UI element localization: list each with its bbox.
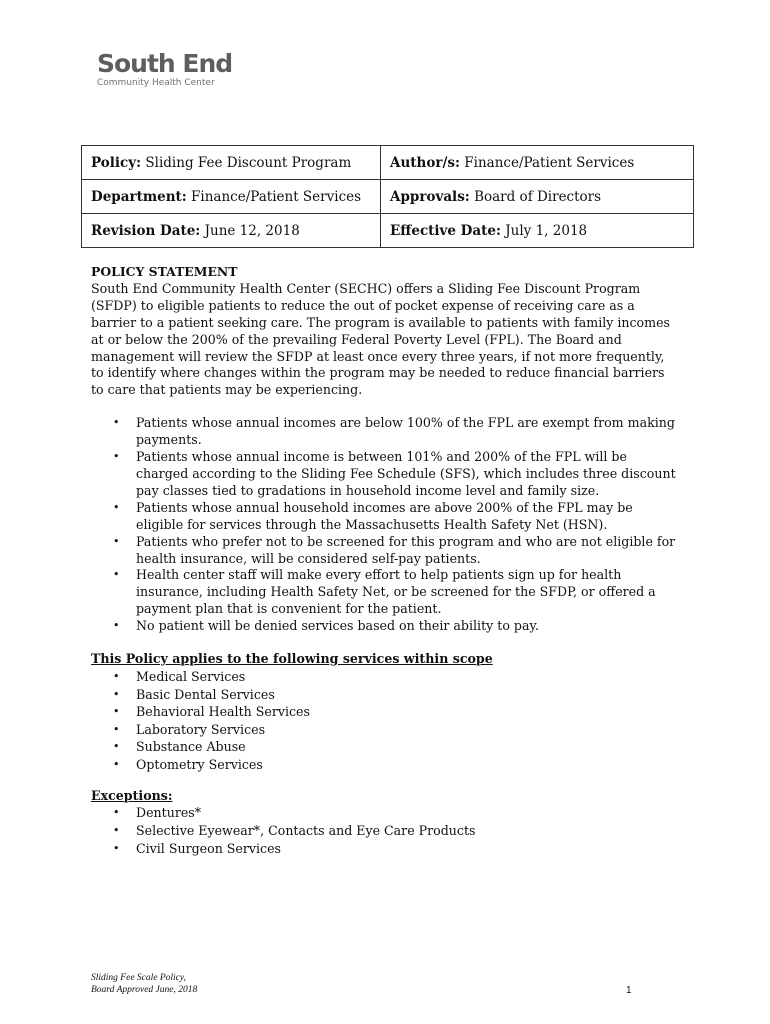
list-item-text: Patients whose annual income is between 101% and 200% of the FPL will be charged according to the Sliding Fee Schedule (SFS), which includes three discount pay classes tied to gradations in household income level and family size.: [136, 449, 676, 498]
list-item-text: Selective Eyewear*, Contacts and Eye Care Products: [136, 823, 476, 838]
policy-body: [91, 264, 681, 857]
metadata-row: [82, 180, 694, 214]
list-item-text: Behavioral Health Services: [136, 704, 310, 720]
approvals-label: Approvals:: [390, 188, 470, 205]
policy-metadata-table: [81, 145, 694, 248]
effective-date-cell: [381, 214, 694, 248]
bullet-icon: •: [113, 534, 120, 548]
list-item-text: Civil Surgeon Services: [136, 840, 282, 856]
scope-heading: This Policy applies to the following services within scope: [91, 651, 493, 667]
department-label: Department:: [91, 188, 187, 205]
bullet-icon: •: [113, 806, 120, 820]
list-item-text: Laboratory Services: [136, 721, 266, 737]
approvals-cell: [381, 180, 694, 214]
list-item: [91, 703, 681, 721]
list-item: [91, 686, 681, 704]
list-item-text: Optometry Services: [136, 756, 263, 772]
bullet-icon: •: [113, 619, 120, 633]
bullet-icon: •: [113, 416, 120, 430]
bullet-icon: •: [113, 740, 120, 754]
bullet-icon: •: [113, 500, 120, 514]
policy-cell: [82, 146, 381, 180]
list-item-text: Basic Dental Services: [136, 686, 275, 702]
logo-subtitle: Community Health Center: [97, 78, 215, 88]
list-item: [91, 738, 681, 756]
bullet-icon: •: [113, 568, 120, 582]
revision-date-label: Revision Date:: [91, 222, 201, 239]
list-item: [91, 500, 681, 534]
exceptions-heading: Exceptions:: [91, 787, 173, 803]
list-item: [91, 415, 681, 449]
bullet-icon: •: [113, 841, 120, 855]
list-item-text: Health center staff will make every effort to help patients sign up for health insurance, including Health Safety Net, or be screened for the SFDP, or offered a payment plan that is convenient for the patient.: [136, 567, 656, 617]
list-item: [91, 449, 681, 500]
list-item: [91, 567, 681, 618]
list-item: [91, 822, 681, 840]
policy-statement-text: South End Community Health Center (SECHC) offers a Sliding Fee Discount Program (SFDP) to eligible patients to reduce the out of pocket expense of receiving care as a barrier to a patient seeking care. The program is available to patients with family incomes at or below the 200% of the prevailing Federal Poverty Level (FPL). The Board and management will review the SFDP at least once every three years, if not more frequently, to identify where changes within the program may be needed to reduce financial barriers to care that patients may be experiencing.: [91, 280, 670, 398]
list-item: [91, 534, 681, 568]
list-item-text: Substance Abuse: [136, 739, 246, 755]
exceptions-list: [91, 804, 681, 857]
list-item: [91, 756, 681, 774]
author-cell: [381, 146, 694, 180]
approvals-value: Board of Directors: [474, 188, 602, 205]
page-footer: [91, 972, 197, 996]
policy-bullet-list: [91, 415, 681, 635]
bullet-icon: •: [113, 757, 120, 771]
revision-date-value: June 12, 2018: [204, 222, 300, 239]
department-value: Finance/Patient Services: [191, 188, 362, 205]
list-item-text: Patients whose annual incomes are below 100% of the FPL are exempt from making payments.: [136, 415, 675, 448]
effective-date-label: Effective Date:: [390, 222, 501, 239]
page-number: 1: [626, 985, 632, 996]
list-item: [91, 840, 681, 858]
author-label: Author/s:: [390, 154, 460, 171]
effective-date-value: July 1, 2018: [505, 222, 588, 239]
list-item-text: Patients who prefer not to be screened for this program and who are not eligible for health insurance, will be considered self-pay patients.: [136, 533, 676, 566]
bullet-icon: •: [113, 450, 120, 464]
department-cell: [82, 180, 381, 214]
list-item: [91, 618, 681, 635]
revision-date-cell: [82, 214, 381, 248]
scope-service-list: [91, 668, 681, 774]
bullet-icon: •: [113, 722, 120, 736]
bullet-icon: •: [113, 824, 120, 837]
organization-logo: [97, 50, 232, 89]
metadata-row: [82, 214, 694, 248]
list-item: [91, 668, 681, 686]
author-value: Finance/Patient Services: [464, 154, 635, 171]
list-item: [91, 721, 681, 739]
bullet-icon: •: [113, 669, 120, 683]
metadata-row: [82, 146, 694, 180]
list-item-text: No patient will be denied services based on their ability to pay.: [136, 618, 539, 634]
list-item-text: Dentures*: [136, 805, 202, 821]
list-item: [91, 804, 681, 822]
list-item-text: Patients whose annual household incomes are above 200% of the FPL may be eligible for services through the Massachusetts Health Safety Net (HSN).: [136, 499, 633, 532]
footer-approval-note: Board Approved June, 2018: [91, 985, 198, 995]
policy-statement-heading: POLICY STATEMENT: [91, 264, 238, 279]
policy-value: Sliding Fee Discount Program: [145, 154, 352, 171]
list-item-text: Medical Services: [136, 668, 246, 684]
logo-wordmark: South End: [97, 49, 233, 78]
bullet-icon: •: [113, 705, 120, 719]
bullet-icon: •: [113, 687, 120, 701]
policy-label: Policy:: [91, 154, 142, 171]
footer-document-title: Sliding Fee Scale Policy,: [91, 973, 186, 983]
